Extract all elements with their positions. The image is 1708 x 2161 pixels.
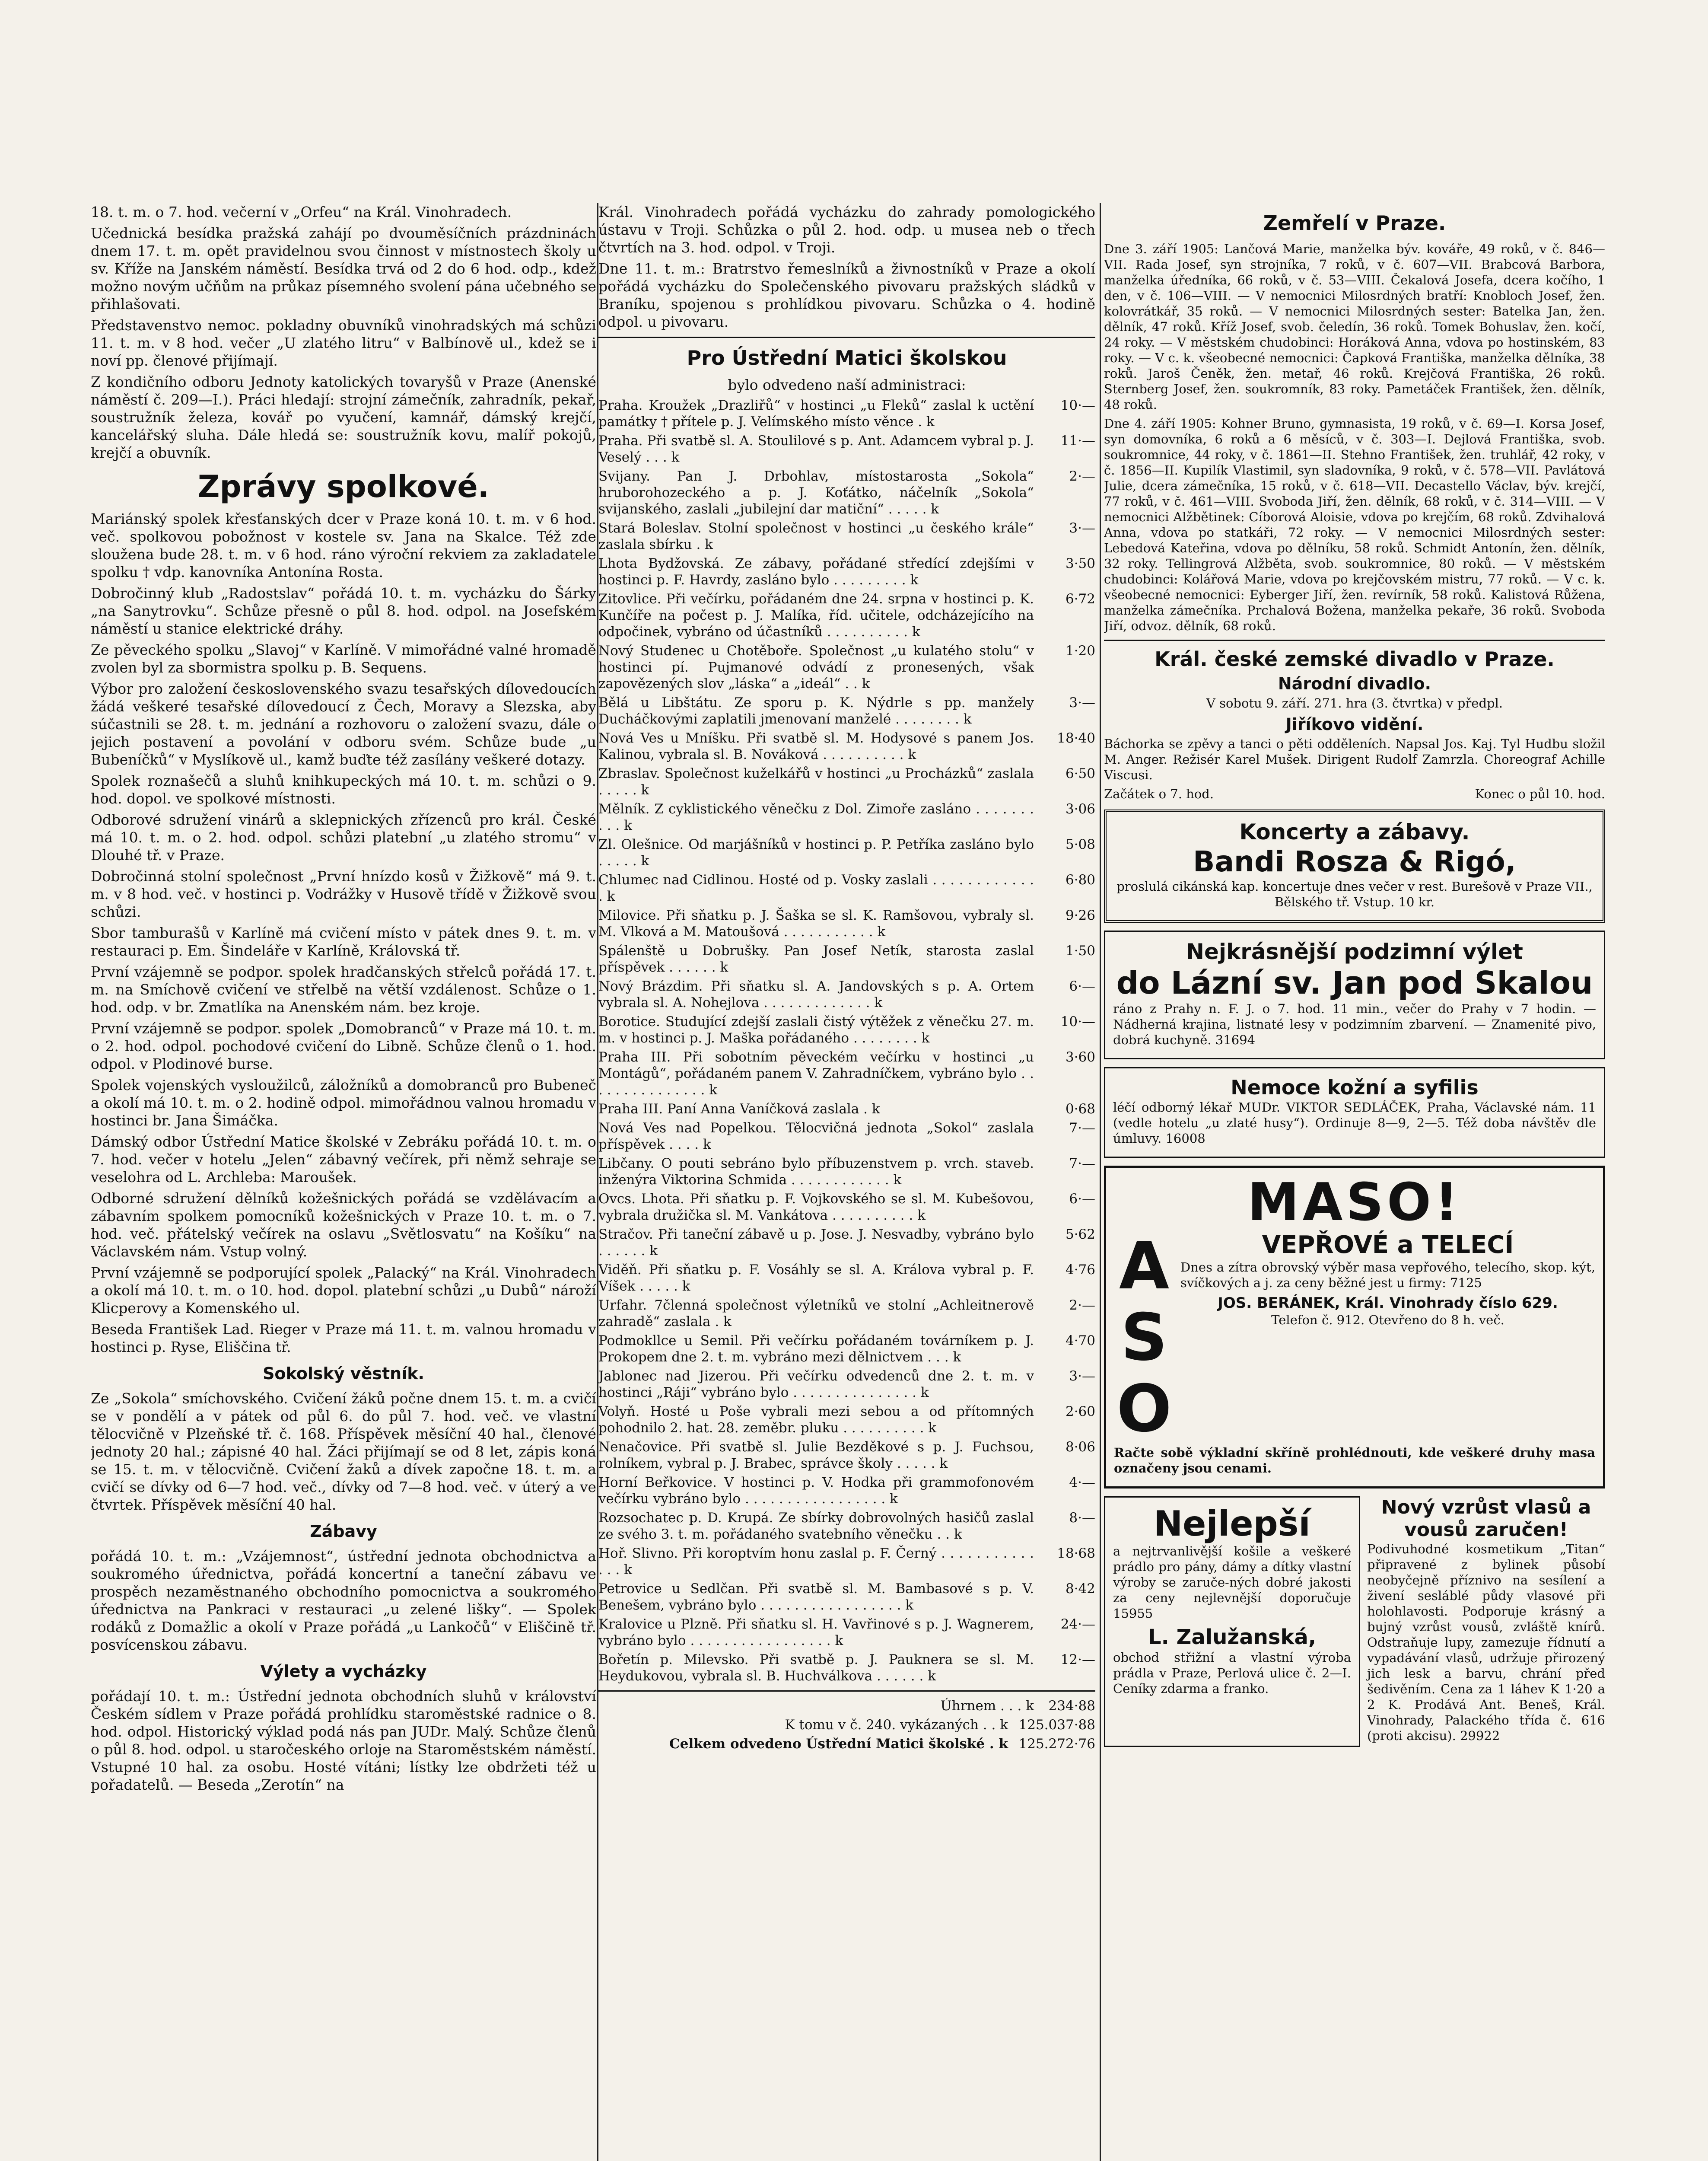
- meat-body: [1114, 1231, 1595, 1445]
- donation-text: Spálenště u Dobrušky. Pan Josef Netík, starosta zaslal příspěvek . . . . . . k: [598, 943, 1034, 975]
- article-paragraph: Dobročinný klub „Radostslav“ pořádá 10. t. m. vycházku do Šárky „na Sanytrovku“. Schůze přesně o půl 8. hod. odpol. na Josefském náměstí u stanice elektrické dráhy.: [91, 585, 596, 637]
- divider: [598, 1690, 1095, 1692]
- donation-row: [598, 1262, 1095, 1294]
- donation-text: Praha. Při svatbě sl. A. Stoulilové s p. Ant. Adamcem vybral p. J. Veselý . . . k: [598, 433, 1034, 465]
- donation-row: [598, 1049, 1095, 1098]
- donation-text: Chlumec nad Cidlinou. Hosté od p. Vosky zaslali . . . . . . . . . . . . . k: [598, 872, 1034, 904]
- donation-text: Bořetín p. Milevsko. Při svatbě p. J. Pauknera se sl. M. Heydukovou, vybrala sl. B. Huchválkova . . . . . . k: [598, 1652, 1034, 1684]
- total-row: [598, 1698, 1095, 1714]
- donation-row: [598, 1545, 1095, 1578]
- donation-text: Zl. Olešnice. Od marjášníků v hostinci p. P. Petříka zasláno bylo . . . . . k: [598, 837, 1034, 869]
- total-label: Celkem odvedeno Ústřední Matici školské . k: [669, 1736, 1008, 1752]
- donation-text: Milovice. Při sňatku p. J. Šaška se sl. K. Ramšovou, vybraly sl. M. Vlková a M. Matoušová . . . . . . . . . . . k: [598, 908, 1034, 940]
- donation-row: [598, 1014, 1095, 1046]
- donation-text: Kralovice u Plzně. Při sňatku sl. H. Vavřinové s p. J. Wagnerem, vybráno bylo . . . . . . . . . . . . . . . . . k: [598, 1616, 1034, 1648]
- donation-row: [598, 643, 1095, 692]
- donation-row: [598, 836, 1095, 869]
- donation-row: [598, 801, 1095, 834]
- concert-name: Bandi Rosza & Rigó,: [1193, 845, 1516, 878]
- article-paragraph: Dne 11. t. m.: Bratrstvo řemeslníků a živnostníků v Praze a okolí pořádá vycházku do Společenského pivovaru pražských sládků v Braníku, spojenou s prohlídkou pivovaru. Schůzka o 4. hodině odpol. u pivovaru.: [598, 260, 1095, 330]
- donation-text: Rozsochatec p. D. Krupá. Ze sbírky dobrovolných hasičů zaslal ze svého 3. t. m. pořádaného svatebního věnečku . . k: [598, 1510, 1034, 1542]
- donation-text: Viděň. Při sňatku p. F. Vosáhly se sl. A. Králova vybral p. F. Víšek . . . . . k: [598, 1262, 1034, 1294]
- donation-amount: 3·06: [1065, 801, 1095, 817]
- article-paragraph: Král. Vinohradech pořádá vycházku do zahrady pomologického ústavu v Troji. Schůzka o půl 2. hod. odp. u musea neb o třech čtvrtích na 3. hod. odpol. v Troji.: [598, 204, 1095, 256]
- donation-text: Lhota Bydžovská. Ze zábavy, pořádané středící zdejšími v hostinci p. F. Havrdy, zasláno bylo . . . . . . . . . k: [598, 556, 1034, 588]
- donation-row: [598, 1439, 1095, 1472]
- shirts-ad: [1104, 1496, 1360, 1747]
- donation-row: [598, 1581, 1095, 1613]
- meat-letter: S: [1120, 1300, 1168, 1375]
- hair-title: Nový vzrůst vlasů a vousů zaručen!: [1381, 1496, 1591, 1541]
- article-paragraph: Dobročinná stolní společnost „První hnízdo kosů v Žižkově“ má 9. t. m. v 8 hod. več. v hostinci p. Vodrážky v Husově třídě v Žižkově svou schůzi.: [91, 868, 596, 920]
- donation-text: Zbraslav. Společnost kuželkářů v hostinci „u Procházků“ zaslala . . . . . k: [598, 766, 1034, 798]
- donation-row: [598, 433, 1095, 465]
- article-paragraph: Mariánský spolek křesťanských dcer v Praze koná 10. t. m. v 6 hod. več. spolkovou pobožnost v kostele sv. Jana na Skalce. Též zde sloužena bude 28. t. m. v 6 hod. ráno výroční rekviem za zakladatele spolku † vdp. kanovníka Antonína Rosta.: [91, 510, 596, 580]
- column-left: [91, 203, 596, 2161]
- donation-text: Nová Ves nad Popelkou. Tělocvičná jednota „Sokol“ zaslala příspěvek . . . . k: [598, 1120, 1034, 1152]
- donation-row: [598, 1191, 1095, 1224]
- donation-text: Nový Brázdim. Při sňatku sl. A. Jandovských s p. A. Ortem vybrala sl. A. Nohejlova . . . . . . . . . . . . . k: [598, 979, 1034, 1010]
- donation-row: [598, 520, 1095, 553]
- theatre-start: Začátek o 7. hod.: [1104, 787, 1214, 801]
- donation-text: Hoř. Slivno. Při koroptvím honu zaslal p. F. Černý . . . . . . . . . . . . . . k: [598, 1546, 1034, 1578]
- donation-amount: 8·42: [1065, 1581, 1095, 1597]
- theatre-line: V sobotu 9. září. 271. hra (3. čtvrtka) v předpl.: [1206, 696, 1503, 711]
- donation-row: [598, 907, 1095, 940]
- meat-letter: A: [1119, 1229, 1170, 1304]
- donation-totals: [598, 1698, 1095, 1752]
- article-paragraph: Beseda František Lad. Rieger v Praze má 11. t. m. valnou hromadu v hostinci p. Ryse, Eliščina tř.: [91, 1321, 596, 1355]
- article-paragraph: Z kondičního odboru Jednoty katolických tovaryšů v Praze (Anenské náměstí č. 209—I.). Práci hledají: strojní zámečník, zahradník, pekař, soustružník železa, kovář po vyučení, kamnář, dámský krejčí, kancelářský sluha. Dále hledá se: soustružník kovu, malíř pokojů, krejčí a obuvník.: [91, 373, 596, 461]
- article-paragraph: Odborné sdružení dělníků kožešnických pořádá se vzdělávacím a zábavním spolkem pomocníků kožešnických v Praze 10. t. m. o 7. hod. več. přátelský večírek na oslavu „Světlosvatu“ na Košíku“ na Václavském nám. Vstup volný.: [91, 1190, 596, 1260]
- total-value: 125.272·76: [1018, 1736, 1095, 1752]
- donation-amount: 4·76: [1065, 1262, 1095, 1278]
- meat-desc: Dnes a zítra obrovský výběr masa vepřového, telecího, skop. kýt, svíčkových a j. za ceny běžné jest u firmy: 7125: [1180, 1260, 1595, 1290]
- donation-amount: 3·60: [1065, 1049, 1095, 1065]
- trip-desc: ráno z Prahy n. F. J. o 7. hod. 11 min., večer do Prahy v 7 hodin. — Nádherná krajina, listnaté lesy v podzimním zbarvení. — Znamenité pivo, dobrá kuchyně. 31694: [1113, 1001, 1596, 1047]
- donation-amount: 2·—: [1069, 1297, 1095, 1313]
- article-paragraph: pořádají 10. t. m.: Ústřední jednota obchodních sluhů v království Českém sídlem v Praze pořádá prohlídku staroměstské radnice o 8. hod. odpol. Historický výklad podá nás pan JUDr. Malý. Schůze členů o půl 8. hod. odpol. u staročeského orloje na Staroměstském náměstí. Vstupné 10 hal. za osobu. Hosté vítáni; lístky lze obdržeti též u pořadatelů. — Beseda „Zerotín“ na: [91, 1688, 596, 1793]
- trip-big: do Lázní sv. Jan pod Skalou: [1116, 965, 1593, 1001]
- donation-amount: 5·08: [1065, 837, 1095, 852]
- donation-amount: 6·72: [1065, 591, 1095, 607]
- donation-text: Nový Studenec u Chotěboře. Společnost „u kulatého stolu“ v hostinci pí. Pujmanové odvádí z pronesených, však zapovězených slov „láska“ a „ideál“ . . k: [598, 643, 1034, 692]
- article-paragraph: První vzájemně se podpor. spolek „Domobranců“ v Praze má 10. t. m. o 2. hod. odpol. pochodové cvičení do Libně. Schůze členů o 1. hod. odpol. v Plodinové burse.: [91, 1020, 596, 1072]
- donation-amount: 18·68: [1057, 1546, 1095, 1561]
- section-subheading: bylo odvedeno naší administraci:: [728, 376, 966, 393]
- skin-desc: léčí odborný lékař MUDr. VIKTOR SEDLÁČEK, Praha, Václavské nám. 11 (vedle hotelu „u zlaté husy“). Ordinuje 8—9, 2—5. Též doba návštěv dle úmluvy. 16008: [1113, 1100, 1596, 1146]
- theatre-title: Král. české zemské divadlo v Praze.: [1155, 647, 1555, 671]
- donation-text: Jablonec nad Jizerou. Při večírku odvedenců dne 2. t. m. v hostinci „Ráji“ vybráno bylo . . . . . . . . . . . . . . . k: [598, 1368, 1034, 1400]
- total-row: [598, 1736, 1095, 1752]
- donation-amount: 11·—: [1060, 433, 1095, 449]
- article-paragraph: Spolek vojenských vysloužilců, záložníků a domobranců pro Bubeneč a okolí má 10. t. m. o 2. hodině odpol. mimořádnou valnou hromadu v hostinci br. Jana Šimáčka.: [91, 1077, 596, 1129]
- donation-text: Mělník. Z cyklistického věnečku z Dol. Zimoře zasláno . . . . . . . . . . k: [598, 801, 1034, 833]
- donation-row: [598, 1510, 1095, 1543]
- section-heading-matice: Pro Ústřední Matici školskou: [687, 346, 1007, 370]
- shirts-desc: a nejtrvanlivější košile a veškeré prádlo pro pány, dámy a dítky vlastní výroby se zaruče-ných dobré jakosti za ceny nejlevnější doporučuje 15955: [1113, 1544, 1351, 1621]
- donation-amount: 24·—: [1060, 1616, 1095, 1632]
- donation-amount: 9·26: [1065, 908, 1095, 923]
- shirts-firm: L. Zalužanská,: [1148, 1625, 1316, 1649]
- donation-row: [598, 765, 1095, 798]
- donation-amount: 3·50: [1065, 556, 1095, 571]
- concert-title: Koncerty a zábavy.: [1239, 819, 1470, 845]
- donation-row: [598, 1101, 1095, 1117]
- donation-text: Nová Ves u Mníšku. Při svatbě sl. M. Hodysové s panem Jos. Kalinou, vybrala sl. B. Nováková . . . . . . . . . . k: [598, 730, 1034, 762]
- donation-text: Praha III. Paní Anna Vaníčková zaslala . k: [598, 1101, 880, 1117]
- donation-amount: 10·—: [1060, 398, 1095, 413]
- donation-amount: 6·—: [1069, 979, 1095, 994]
- donation-row: [598, 1120, 1095, 1153]
- theatre-play: Jiříkovo vidění.: [1285, 715, 1424, 734]
- article-paragraph: Odborové sdružení vinárů a sklepnických zřízenců pro král. České má 10. t. m. o 2. hod. odpol. schůzi platební „u zlatého stromu“ v Dlouhé tř. v Praze.: [91, 811, 596, 864]
- theatre-end: Konec o půl 10. hod.: [1475, 787, 1605, 801]
- donation-amount: 6·50: [1065, 766, 1095, 781]
- divider: [598, 337, 1095, 338]
- donation-text: Volyň. Hosté u Poše vybrali mezi sebou a od přítomných pohodnilo 2. hat. 28. zeměbr. pluku . . . . . . . . . . k: [598, 1404, 1034, 1436]
- prev-label: K tomu v č. 240. vykázaných . . k: [785, 1717, 1008, 1733]
- donation-row: [598, 1403, 1095, 1436]
- meat-firm: JOS. BERÁNEK, Král. Vinohrady číslo 629.: [1218, 1294, 1558, 1312]
- donation-amount: 6·—: [1069, 1191, 1095, 1207]
- donation-text: Podmokllce u Semil. Při večírku pořádaném továrníkem p. J. Prokopem dne 2. t. m. vybráno mezi dělnictvem . . . k: [598, 1333, 1034, 1365]
- article-paragraph: pořádá 10. t. m.: „Vzájemnost“, ústřední jednota obchodnictva a soukromého úřednictva, pořádá koncertní a taneční zábavu ve prospěch nezaměstnaného obchodního pomocnictva a soukromého úřednictva na Pankraci v restauraci „u zelené lišky“. — Spolek rodáků z Domažlic a okolí v Praze pořádá „u Lankočů“ v Eliščině tř. posvícenskou zábavu.: [91, 1548, 596, 1653]
- article-paragraph: Ze „Sokola“ smíchovského. Cvičení žáků počne dnem 15. t. m. a cvičí se v pondělí a v pátek od půl 6. do půl 7. hod. več. ve vlastní tělocvičně v Plzeňské tř. č. 168. Příspěvek měsíční 40 hal., členové jednoty 20 hal.; zápisné 40 hal. Žáci přijímají se od 8 let, zápis koná se 15. t. m. v tělocvičně. Cvičení žaků a dívek započne 18. t. m. a cvičí se dívky od 6—7 hod. več., dívky od 7—8 hod. več. v úterý a ve čtvrtek. Příspěvek měsíční 40 hal.: [91, 1390, 596, 1513]
- sum-label: Úhrnem . . . k: [940, 1698, 1034, 1714]
- trip-ad: [1104, 931, 1605, 1059]
- donation-amount: 7·—: [1069, 1120, 1095, 1136]
- donation-amount: 8·—: [1069, 1510, 1095, 1526]
- meat-title: MASO!: [1247, 1173, 1462, 1233]
- donation-text: Urfahr. 7členná společnost výletníků ve stolní „Achleitnerově zahradě“ zaslala . k: [598, 1297, 1034, 1329]
- meat-head: VEPŘOVÉ a TELECÍ: [1262, 1231, 1514, 1259]
- shirts-title: Nejlepší: [1154, 1504, 1310, 1544]
- donation-amount: 4·70: [1065, 1333, 1095, 1348]
- donation-amount: 18·40: [1057, 730, 1095, 746]
- section-heading-vylety: Výlety a vycházky: [260, 1662, 427, 1681]
- donation-text: Stračov. Při taneční zábavě u p. Jose. J. Nesvadby, vybráno bylo . . . . . . k: [598, 1227, 1034, 1259]
- sum-value: 234·88: [1048, 1698, 1095, 1714]
- section-heading-sokol: Sokolský věstník.: [263, 1364, 424, 1383]
- donation-amount: 2·60: [1065, 1404, 1095, 1419]
- meat-phone: Telefon č. 912. Otevřeno do 8 h. več.: [1271, 1313, 1504, 1327]
- divider: [1104, 640, 1605, 641]
- hair-desc: Podivuhodné kosmetikum „Titan“ připravené z bylinek působí neobyčejně příznivo na sesílení a živení sesláblé půdy vlasové při holohlavosti. Podporuje krásný a bujný vzrůst vousů, zvláště knírů. Odstraňuje lupy, zamezuje řídnutí a vypadávání vlasů, udržuje přirozený jich lesk a barvu, chrání před šedivěním. Cena za 1 láhev K 1·20 a 2 K. Prodává Ant. Beneš, Král. Vinohrady, Palackého třída č. 616 (proti akcisu). 29922: [1367, 1542, 1605, 1743]
- donation-row: [598, 1297, 1095, 1330]
- column-middle: [598, 203, 1095, 2161]
- donation-row: [598, 1155, 1095, 1188]
- article-paragraph: První vzájemně se podporující spolek „Palacký“ na Král. Vinohradech a okolí má 10. t. m. o 10. hod. dopol. platební schůzi „u Dubů“ nároží Klicperovy a Komenského ul.: [91, 1264, 596, 1316]
- column-rule: [1100, 203, 1101, 2161]
- donation-text: Ovcs. Lhota. Při sňatku p. F. Vojkovského se sl. M. Kubešovou, vybrala družička sl. M. Vankátova . . . . . . . . . . k: [598, 1191, 1034, 1223]
- shirts-addr: obchod střižní a vlastní výroba prádla v Praze, Perlová ulice č. 2—I. Ceníky zdarma a franko.: [1113, 1650, 1351, 1696]
- donation-amount: 8·06: [1065, 1439, 1095, 1455]
- article-paragraph: Představenstvo nemoc. pokladny obuvníků vinohradských má schůzi 11. t. m. v 8 hod. večer „U zlatého litru“ v Balbínově ul., kdež se i noví pp. členové přijímají.: [91, 317, 596, 369]
- donation-row: [598, 1474, 1095, 1507]
- concert-ad: [1104, 810, 1605, 923]
- donation-amount: 4·—: [1069, 1475, 1095, 1490]
- donation-amount: 3·—: [1069, 1368, 1095, 1384]
- donation-amount: 3·—: [1069, 520, 1095, 536]
- donation-row: [598, 1368, 1095, 1401]
- section-heading-deaths: Zemřelí v Praze.: [1263, 211, 1446, 235]
- article-paragraph: 18. t. m. o 7. hod. večerní v „Orfeu“ na Král. Vinohradech.: [91, 204, 512, 220]
- article-paragraph: Dámský odbor Ústřední Matice školské v Zebráku pořádá 10. t. m. o 7. hod. večer v hotelu „Jelen“ zábavný večírek, při němž sehraje se veselohra od L. Archleba: Maroušek.: [91, 1133, 596, 1186]
- meat-ad: [1104, 1166, 1605, 1488]
- donation-amount: 6·80: [1065, 872, 1095, 888]
- donation-amount: 1·50: [1065, 943, 1095, 959]
- donation-row: [598, 978, 1095, 1011]
- total-row: [598, 1717, 1095, 1733]
- skin-title: Nemoce kožní a syfilis: [1231, 1076, 1479, 1099]
- meat-note: Račte sobě výkladní skříně prohlédnouti, kde veškeré druhy masa označeny jsou cenami.: [1114, 1445, 1595, 1476]
- donation-row: [598, 397, 1095, 430]
- article-paragraph: Výbor pro založení československého svazu tesařských dílovedoucích žádá veškeré tesařské dílovedoucí z Čech, Moravy a Slezska, aby súčastnili se 28. t. m. jednání a rozhovoru o založení svazu, dále o jejich postavení a povolání v odboru svém. Schůze bude „u Bubeníčků“ v Myslíkově ul., kamž buďte též zasílány veškeré dotazy.: [91, 680, 596, 768]
- column-right: [1104, 203, 1605, 2161]
- donation-text: Svijany. Pan J. Drbohlav, místostarosta „Sokola“ hruborohozeckého a p. J. Koťátko, náčelník „Sokola“ svijanského, zaslali „jubilejní dar matiční“ . . . . . k: [598, 469, 1034, 517]
- donation-text: Stará Boleslav. Stolní společnost v hostinci „u českého krále“ zaslala sbírku . k: [598, 520, 1034, 552]
- theatre-subtitle: Národní divadlo.: [1278, 674, 1431, 693]
- meat-text: [1180, 1231, 1595, 1445]
- donation-amount: 2·—: [1069, 469, 1095, 484]
- article-paragraph: Spolek roznašečů a sluhů knihkupeckých má 10. t. m. schůzi o 9. hod. dopol. ve spolkové místnosti.: [91, 772, 596, 807]
- donation-row: [598, 1332, 1095, 1365]
- donation-row: [598, 468, 1095, 517]
- donation-text: Horní Beřkovice. V hostinci p. V. Hodka při grammofonovém večírku vybráno bylo . . . . . . . . . . . . . . . . . k: [598, 1475, 1034, 1507]
- article-paragraph: Sbor tamburašů v Karlíně má cvičení místo v pátek dnes 9. t. m. v restauraci p. Em. Šindeláře v Karlíně, Královská tř.: [91, 924, 596, 959]
- donation-row: [598, 730, 1095, 763]
- concert-desc: proslulá cikánská kap. koncertuje dnes večer v rest. Burešově v Praze VII., Bělského tř. Vstup. 10 kr.: [1116, 879, 1593, 909]
- prev-value: 125.037·88: [1018, 1717, 1095, 1733]
- donation-row: [598, 555, 1095, 588]
- donation-text: Petrovice u Sedlčan. Při svatbě sl. M. Bambasové s p. V. Benešem, vybráno bylo . . . . . . . . . . . . . . . . . k: [598, 1581, 1034, 1613]
- donation-row: [598, 695, 1095, 727]
- donation-amount: 5·62: [1065, 1227, 1095, 1242]
- meat-letter: O: [1116, 1371, 1172, 1447]
- skin-ad: [1104, 1067, 1605, 1158]
- donation-amount: 0·68: [1065, 1101, 1095, 1117]
- hair-ad: [1367, 1496, 1605, 1747]
- section-heading-spolky: Zprávy spolkové.: [197, 469, 490, 504]
- donation-text: Libčany. O pouti sebráno bylo příbuzenstvem p. vrch. staveb. inženýra Viktorina Schmida . . . . . . . . . . . . k: [598, 1156, 1034, 1188]
- donation-amount: 12·—: [1060, 1652, 1095, 1667]
- donation-amount: 3·—: [1069, 695, 1095, 711]
- donation-text: Borotice. Studující zdejší zaslali čistý výtěžek z věnečku 27. m. m. v hostinci p. J. Maška pořádaného . . . . . . . . k: [598, 1014, 1034, 1046]
- article-paragraph: První vzájemně se podpor. spolek hradčanských střelců pořádá 17. t. m. na Smíchově cvičení ve střelbě na větší vzdálenost. Schůze o 1. hod. odp. v br. Zmatlíka na Anenském nám. bez kroje.: [91, 963, 596, 1016]
- bottom-ads: [1104, 1496, 1605, 1747]
- donation-row: [598, 872, 1095, 905]
- article-paragraph: Ze pěveckého spolku „Slavoj“ v Karlíně. V mimořádné valné hromadě zvolen byl za sbormistra spolku p. B. Sequens.: [91, 641, 596, 676]
- meat-letters: [1114, 1231, 1174, 1445]
- article-paragraph: Učednická besídka pražská zahájí po dvouměsíčních prázdninách dnem 17. t. m. opět pravidelnou svou činnost v místnostech školy u sv. Kříže na Janském náměstí. Besídka trvá od 2 do 6 hod. odp., kdež možno novým učňům na průkaz písemného svolení pána učebného se přihlašovati.: [91, 225, 596, 312]
- deaths-paragraph: Dne 4. září 1905: Kohner Bruno, gymnasista, 19 roků, v č. 69—I. Korsa Josef, syn domovníka, 6 roků a 6 měsíců, v č. 303—I. Dejlová Františka, svob. soukromnice, 44 roky, v č. 1861—II. Stehno František, žen. truhlář, 42 roky, v č. 1856—II. Kupilík Vlastimil, syn sladovníka, 9 roků, v č. 578—VII. Pavlátová Julie, dcera zámečníka, 15 roků, v č. 618—VII. Decastello Václav, býv. krejčí, 77 roků, v č. 461—VIII. Svoboda Jiří, žen. dělník, 68 roků, v č. 314—VIII. — V nemocnici Alžbětinek: Cíborová Aloisie, vdova po krejčím, 68 roků. Zdvihalová Anna, vdova po statkáři, 72 roky. — V nemocnici Milosrdných sester: Lebedová Kateřina, vdova po dělníku, 58 roků. Schmidt Antonín, žen. dělník, 32 roky. Tellingrová Alžběta, svob. soukromnice, 80 roků. — V městském chudobinci: Kolářová Marie, vdova po krejčovském mistru, 77 roků. — V c. k. všeobecné nemocnici: Eyberger Jiří, žen. revírník, 58 roků. Kalistová Růžena, manželka zámečníka. Prchalová Božena, manželka pekaře, 36 roků. Svoboda Jiří, odvoz. dělník, 68 roků.: [1104, 416, 1605, 633]
- section-heading-zabavy: Zábavy: [310, 1522, 377, 1541]
- donation-text: Bělá u Libštátu. Ze sporu p. K. Nýdrle s pp. manžely Ducháčkovými zaplatili jmenovaní manželé . . . . . . . . k: [598, 695, 1034, 727]
- theatre-desc: Báchorka se zpěvy a tanci o pěti odděleních. Napsal Jos. Kaj. Tyl Hudbu složil M. Anger. Režisér Karel Mušek. Dirigent Rudolf Zamrzla. Choreograf Achille Viscusi.: [1104, 736, 1605, 782]
- donation-text: Nenačovice. Při svatbě sl. Julie Bezděkové s p. J. Fuchsou, rolníkem, vybral p. J. Brabec, správce školy . . . . . k: [598, 1439, 1034, 1471]
- deaths-paragraph: Dne 3. září 1905: Lančová Marie, manželka býv. kováře, 49 roků, v č. 846—VII. Rada Josef, syn strojníka, 7 roků, v č. 607—VII. Brabcová Barbora, manželka úředníka, 66 roků, v č. 53—VIII. Čekalová Josefa, dcera kočího, 1 den, v č. 106—VIII. — V nemocnici Milosrdných bratří: Knobloch Josef, žen. kolovrátkář, 35 roků. — V nemocnici Milosrdných sester: Batelka Jan, žen. dělník, 47 roků. Kříž Josef, svob. čeledín, 36 roků. Tomek Bohuslav, žen. kočí, 24 roky. — V městském chudobinci: Horáková Anna, vdova po hostinském, 83 roky. — V c. k. všeobecné nemocnici: Čapková Františka, manželka dělníka, 38 roků. Jaroš Čeněk, žen. metař, 46 roků. Krejčová Františka, 26 roků. Sternberg Josef, žen. soukromník, 83 roky. Pametáček František, žen. dělník, 48 roků.: [1104, 242, 1605, 412]
- trip-title: Nejkrásnější podzimní výlet: [1186, 939, 1523, 964]
- donation-row: [598, 591, 1095, 640]
- donation-row: [598, 1226, 1095, 1259]
- donation-text: Praha III. Při sobotním pěveckém večírku v hostinci „u Montágů“, pořádaném panem V. Zahradníčkem, vybráno bylo . . . . . . . . . . . . . . . k: [598, 1049, 1034, 1098]
- donation-text: Zitovlice. Při večírku, pořádaném dne 24. srpna v hostinci p. K. Kunčíře na počest p. J. Malíka, říd. učitele, odcházejícího na odpočinek, vybráno od účastníků . . . . . . . . . . k: [598, 591, 1034, 640]
- donation-row: [598, 1616, 1095, 1649]
- donation-amount: 7·—: [1069, 1156, 1095, 1171]
- donation-row: [598, 943, 1095, 975]
- donation-row: [598, 1651, 1095, 1684]
- donation-list: [598, 397, 1095, 1684]
- donation-amount: 10·—: [1060, 1014, 1095, 1030]
- donation-text: Praha. Kroužek „Drazliřů“ v hostinci „u Fleků“ zaslal k uctění památky † přítele p. J. Velímského místo věnce . k: [598, 398, 1034, 430]
- theatre-times: [1104, 786, 1605, 802]
- donation-amount: 1·20: [1065, 643, 1095, 659]
